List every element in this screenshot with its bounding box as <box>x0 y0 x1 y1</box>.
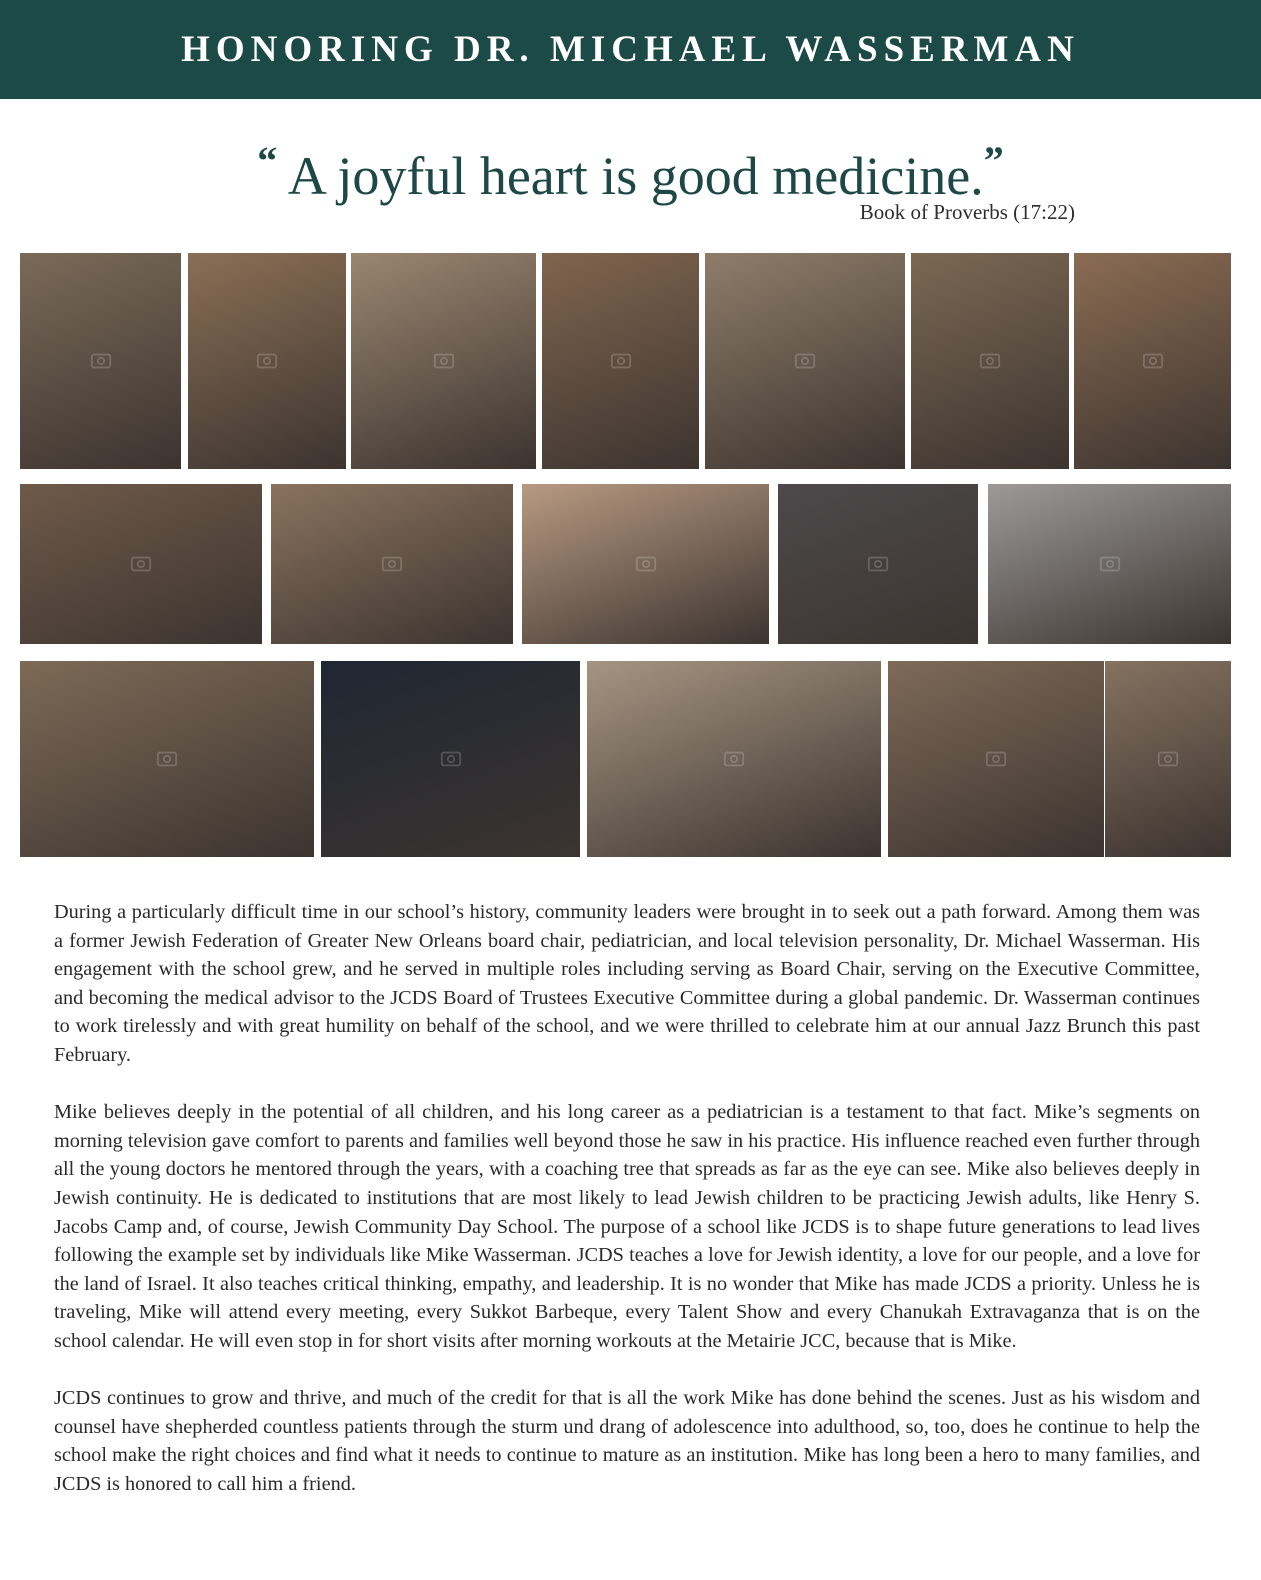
event-photo <box>188 253 346 469</box>
quote-attribution: Book of Proverbs (17:22) <box>859 200 1075 224</box>
photo-icon <box>130 553 152 575</box>
close-quote-mark: ” <box>983 138 1004 183</box>
event-photo <box>778 484 978 644</box>
open-quote-mark: “ <box>257 138 278 183</box>
quote-block <box>0 120 1261 230</box>
event-photo <box>20 661 314 857</box>
event-photo <box>705 253 905 469</box>
event-photo <box>911 253 1069 469</box>
photo-icon <box>90 350 112 372</box>
photo-icon <box>985 748 1007 770</box>
photo-icon <box>1099 553 1121 575</box>
article-paragraph: JCDS continues to grow and thrive, and much of the credit for that is all the work Mike has done behind the scenes. Just as his wisdom and counsel have shepherded countless patients through the sturm und drang of adolescence into adulthood, so, too, does he continue to help the school make the right choices and find what it needs to continue to mature as an institution. Mike has long been a hero to many families, and JCDS is honored to call him a friend. <box>54 1387 1200 1495</box>
event-photo <box>351 253 536 469</box>
photo-icon <box>610 350 632 372</box>
event-photo <box>587 661 881 857</box>
photo-icon <box>256 350 278 372</box>
page-title: HONORING DR. MICHAEL WASSERMAN <box>181 29 1080 70</box>
event-photo <box>1074 253 1231 469</box>
photo-icon <box>440 748 462 770</box>
event-photo <box>1105 661 1231 857</box>
photo-icon <box>1157 748 1179 770</box>
header-banner <box>0 0 1261 99</box>
photo-icon <box>979 350 1001 372</box>
photo-icon <box>433 350 455 372</box>
photo-icon <box>156 748 178 770</box>
event-photo <box>20 484 262 644</box>
article-body <box>54 898 1200 1527</box>
photo-icon <box>794 350 816 372</box>
event-photo <box>542 253 699 469</box>
photo-icon <box>635 553 657 575</box>
event-photo <box>321 661 580 857</box>
event-photo <box>888 661 1104 857</box>
photo-icon <box>1142 350 1164 372</box>
event-photo <box>988 484 1231 644</box>
event-photo <box>20 253 181 469</box>
photo-icon <box>867 553 889 575</box>
quote <box>0 130 1261 207</box>
article-paragraph: Mike believes deeply in the potential of all children, and his long career as a pediatrician is a testament to that fact. Mike’s segments on morning television gave comfort to parents and families well beyond those he saw in his practice. His influence reached even further through all the young doctors he mentored through the years, with a coaching tree that spreads as far as the eye can see. Mike also believes deeply in Jewish continuity. He is dedicated to institutions that are most likely to lead Jewish children to be practicing Jewish adults, like Henry S. Jacobs Camp and, of course, Jewish Community Day School. The purpose of a school like JCDS is to shape future generations to lead lives following the example set by individuals like Mike Wasserman. JCDS teaches a love for Jewish identity, a love for our people, and a love for the land of Israel. It also teaches critical thinking, empathy, and leadership. It is no wonder that Mike has made JCDS a priority. Unless he is traveling, Mike will attend every meeting, every Sukkot Barbeque, every Talent Show and every Chanukah Extravaganza that is on the school calendar. He will even stop in for short visits after morning workouts at the Metairie JCC, because that is Mike. <box>54 1101 1200 1352</box>
article-paragraph: During a particularly difficult time in our school’s history, community leaders were brought in to seek out a path forward. Among them was a former Jewish Federation of Greater New Orleans board chair, pediatrician, and local television personality, Dr. Michael Wasserman. His engagement with the school grew, and he served in multiple roles including serving as Board Chair, serving on the Executive Committee, and becoming the medical advisor to the JCDS Board of Trustees Executive Committee during a global pandemic. Dr. Wasserman continues to work tirelessly and with great humility on behalf of the school, and we were thrilled to celebrate him at our annual Jazz Brunch this past February. <box>54 901 1200 1066</box>
photo-icon <box>381 553 403 575</box>
event-photo <box>522 484 769 644</box>
photo-icon <box>723 748 745 770</box>
event-photo <box>271 484 513 644</box>
quote-text: A joyful heart is good medicine. <box>287 146 984 206</box>
